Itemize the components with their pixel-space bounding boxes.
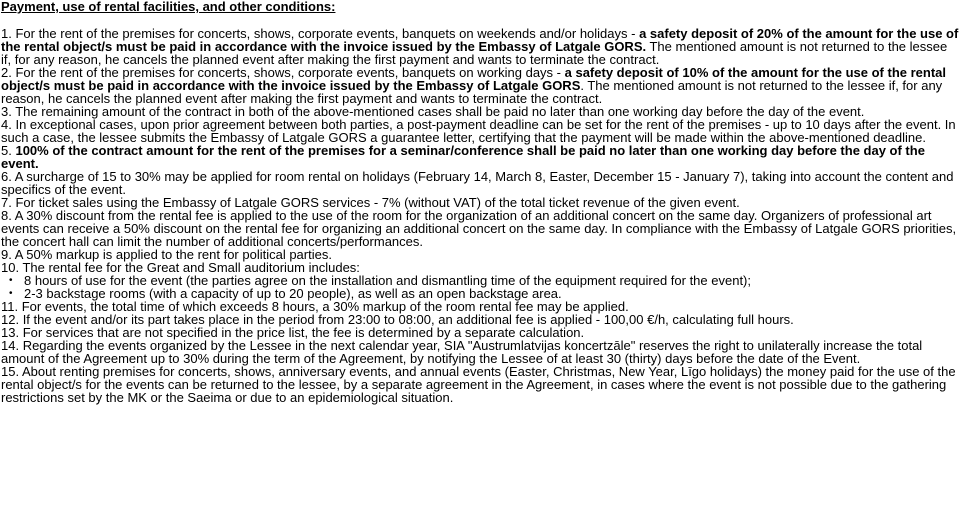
condition-item-15 (1, 365, 959, 404)
item-number: 4. (1, 117, 12, 132)
list-item: • 2-3 backstage rooms (with a capacity of up to 20 people), as well as an open backstage area. (24, 287, 959, 300)
item-text: The remaining amount of the contract in both of the above-mentioned cases shall be paid no later than one working day before the day of the event. (11, 104, 865, 119)
item-text: For the rent of the premises for concerts, shows, corporate events, banquets on working days - (11, 65, 565, 80)
item-text: The rental fee for the Great and Small auditorium includes: (19, 260, 360, 275)
item-text: A surcharge of 15 to 30% may be applied for room rental on holidays (February 14, March 8, Easter, December 15 - January 7), taking into account the content and specifics of the event. (1, 169, 954, 197)
list-item: • 8 hours of use for the event (the parties agree on the installation and dismantling time of the equipment required for the event); (24, 274, 959, 287)
item-text: A 50% markup is applied to the rent for political parties. (11, 247, 332, 262)
condition-item-4 (1, 118, 959, 144)
item-number: 8. (1, 208, 12, 223)
item-text-continued: The mentioned amount is not returned to the lessee if, for any reason, he cancels the planned event after making the first payment and wants to terminate the contract. (1, 39, 948, 67)
item-number: 10. (1, 260, 20, 275)
condition-item-8 (1, 209, 959, 248)
item-text: If the event and/or its part takes place in the period from 23:00 to 08:00, an additional fee is applied - 100,00 €/h, calculating full hours. (19, 312, 794, 327)
item-number: 9. (1, 247, 12, 262)
item-number: 1. (1, 26, 12, 41)
item-number: 6. (1, 169, 12, 184)
condition-item-1 (1, 27, 959, 66)
included-items-list (1, 274, 959, 300)
item-bold-text: a safety deposit of 20% of the amount for the use of the rental object/s must be paid in accordance with the invoice issued by the Embassy of Latgale GORS. (1, 26, 959, 54)
item-number: 7. (1, 195, 12, 210)
item-text: For ticket sales using the Embassy of Latgale GORS services - 7% (without VAT) of the total ticket revenue of the given event. (11, 195, 740, 210)
condition-item-14 (1, 339, 959, 365)
item-text: For events, the total time of which exceeds 8 hours, a 30% markup of the room rental fee may be applied. (18, 299, 629, 314)
item-number: 13. (1, 325, 20, 340)
item-text: For the rent of the premises for concerts, shows, corporate events, banquets on weekends and/or holidays - (11, 26, 640, 41)
item-number: 15. (1, 364, 20, 379)
item-text: In exceptional cases, upon prior agreement between both parties, a post-payment deadline can be set for the rent of the premises - up to 10 days after the event. In such a case, the lessee submits the Embassy of Latgale GORS a guarantee letter, certifying that the payment will be made within the above-mentioned deadline. (1, 117, 956, 145)
item-text: About renting premises for concerts, shows, anniversary events, and annual events (Easter, Christmas, New Year, Līgo holidays) the money paid for the use of the rental object/s for the events can be returned to the lessee, by a separate agreement in the Agreement, in cases where the event is not possible due to the gathering restrictions set by the MK or the Saeima or due to an epidemiological situation. (1, 364, 956, 405)
item-number: 5. (1, 143, 12, 158)
item-bold-text: a safety deposit of 10% of the amount for the use of the rental object/s must be paid in accordance with the invoice issued by the Embassy of Latgale GORS (1, 65, 947, 93)
item-text: A 30% discount from the rental fee is applied to the use of the room for the organization of an additional concert on the same day. Organizers of professional art events can receive a 50% discount on the rental fee for organizing an additional concert on the same day. In compliance with the Embassy of Latgale GORS priorities, the concert hall can limit the number of additional concerts/performances. (1, 208, 957, 249)
item-text: Regarding the events organized by the Lessee in the next calendar year, SIA "Austrumlatvijas koncertzāle" reserves the right to unilaterally increase the total amount of the Agreement up to 30% during the term of the Agreement, by notifying the Lessee of at least 30 (thirty) days before the date of the Event. (1, 338, 923, 366)
item-number: 3. (1, 104, 12, 119)
section-heading: Payment, use of rental facilities, and other conditions: (1, 0, 336, 14)
condition-item-6 (1, 170, 959, 196)
item-text: For services that are not specified in the price list, the fee is determined by a separate calculation. (19, 325, 585, 340)
item-number: 12. (1, 312, 20, 327)
item-bold-text: 100% of the contract amount for the rent of the premises for a seminar/conference shall be paid no later than one working day before the day of the event. (1, 143, 925, 171)
item-number: 11. (1, 299, 19, 314)
item-number: 14. (1, 338, 20, 353)
condition-item-5 (1, 144, 959, 170)
item-number: 2. (1, 65, 12, 80)
condition-item-2 (1, 66, 959, 105)
item-text-continued: . The mentioned amount is not returned to the lessee if, for any reason, he cancels the planned event after making the first payment and wants to terminate the contract. (1, 78, 943, 106)
